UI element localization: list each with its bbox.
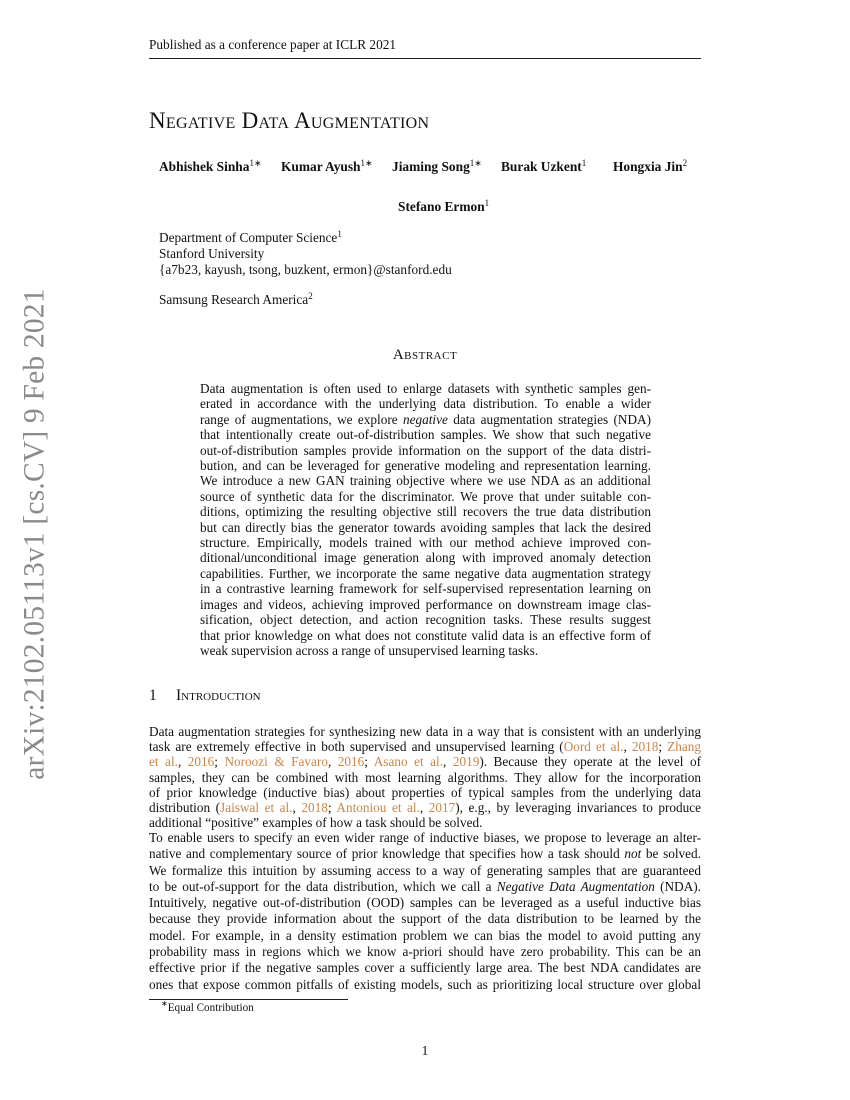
author-name: Jiaming Song: [392, 159, 470, 174]
section-heading: [149, 687, 261, 705]
text-line: [149, 724, 701, 739]
citation-link[interactable]: Antoniou et al.: [336, 800, 420, 816]
text-segment: that prior knowledge on what does not constitute valid data is an effective form of: [200, 627, 651, 643]
samsung-name: Samsung Research America: [159, 292, 309, 307]
section-number: 1: [149, 687, 157, 704]
text-segment: Intuitively, negative out-of-distribution (OOD) samples can be leveraged as a useful inductive bias: [149, 895, 701, 911]
dept-name: Department of Computer Science: [159, 230, 338, 245]
text-segment: data augmentation strategies (NDA): [447, 411, 651, 427]
text-segment: To enable users to specify an even wider range of inductive biases, we propose to leverage an alter-: [149, 830, 701, 845]
text-segment: additional “positive” examples of how a task should be solved.: [149, 815, 483, 831]
text-segment: ,: [623, 739, 632, 755]
text-line: [200, 535, 651, 550]
text-line: [200, 458, 651, 473]
text-line: [200, 396, 651, 411]
text-line: [149, 800, 701, 815]
emphasis-text: negative: [402, 411, 448, 427]
author-name: Burak Uzkent: [501, 159, 582, 174]
text-segment: ), e.g., by leveraging invariances to produce: [455, 800, 702, 816]
text-line: [149, 879, 701, 895]
text-line: [200, 643, 651, 658]
text-segment: effective prior if the negative samples cover a sufficiently large area. The best NDA candidates are: [149, 960, 701, 976]
footnote: [161, 999, 254, 1014]
citation-link[interactable]: Asano et al.: [373, 754, 444, 770]
text-segment: out-of-distribution samples provide information on the support of the data distri-: [200, 442, 651, 458]
text-line: [200, 628, 651, 643]
text-segment: ). Because they operate at the level of: [479, 754, 702, 770]
text-line: [200, 520, 651, 535]
affiliation-stanford: [159, 230, 452, 278]
text-segment: ,: [177, 754, 188, 770]
text-segment: We formalize this intuition by assuming access to a way of generating samples that are guaranteed: [149, 862, 701, 878]
citation-link[interactable]: 2016: [337, 754, 365, 770]
citation-link[interactable]: 2018: [631, 739, 659, 755]
text-line: [149, 863, 701, 879]
text-segment: ;: [364, 754, 374, 770]
text-segment: of prior knowledge (inductive bias) about properties of typical samples from the underlying data: [149, 784, 701, 800]
text-line: [200, 581, 651, 596]
samsung-sup: 2: [308, 291, 313, 301]
citation-link[interactable]: Jaiswal et al.: [220, 800, 293, 816]
text-line: [149, 785, 701, 800]
text-segment: ditional/unconditional image generation along with improved anomaly detection: [200, 550, 651, 566]
author-name: Hongxia Jin: [613, 159, 683, 174]
affiliation-univ: Stanford University: [159, 246, 265, 261]
author: [613, 159, 687, 175]
text-line: [200, 412, 651, 427]
author: [501, 159, 586, 175]
emphasis-text: Negative Data Augmentation: [496, 878, 655, 894]
intro-paragraph-2: [149, 830, 701, 993]
text-line: [149, 754, 701, 769]
text-line: [149, 911, 701, 927]
section-title: Introduction: [176, 687, 261, 704]
text-line: [149, 928, 701, 944]
text-line: [200, 443, 651, 458]
citation-link[interactable]: 2017: [428, 800, 456, 816]
citation-link[interactable]: Zhang: [667, 739, 702, 755]
author-name: Kumar Ayush: [281, 159, 361, 174]
text-segment: in a contrastive learning framework for self-supervised representation learning on: [200, 581, 651, 597]
citation-link[interactable]: 2016: [187, 754, 215, 770]
text-line: [200, 427, 651, 442]
text-segment: be solved.: [641, 846, 701, 862]
text-line: [149, 739, 701, 754]
text-line: [200, 612, 651, 627]
text-segment: ;: [327, 800, 337, 816]
intro-paragraph-1: [149, 724, 701, 830]
abstract-heading: Abstract: [392, 347, 458, 363]
citation-link[interactable]: Oord et al.: [563, 739, 624, 755]
text-segment: ,: [327, 754, 338, 770]
text-line: [200, 550, 651, 565]
author-sup: 1: [581, 158, 587, 168]
header-rule: [149, 58, 701, 59]
author-sup: 1∗: [469, 158, 482, 168]
author: [398, 199, 489, 215]
text-line: [149, 895, 701, 911]
text-segment: weak supervision across a range of unsupervised learning tasks.: [200, 642, 539, 658]
footnote-rule: [149, 999, 348, 1000]
text-segment: model. For example, in a density estimation problem we can bias the model to avoid putting any: [149, 927, 701, 943]
text-segment: erated in accordance with the underlying data distribution. To enable a wider: [200, 396, 651, 412]
text-segment: sification, object detection, and action recognition tasks. These results suggest: [200, 612, 651, 628]
text-segment: images and videos, achieving improved performance on downstream image clas-: [200, 596, 651, 612]
affiliation-dept: [159, 230, 452, 246]
author: [281, 159, 373, 175]
text-segment: We introduce a new GAN training objective where we use NDA as an additional: [200, 473, 651, 489]
text-segment: ones that expose common pitfalls of existing models, such as prioritizing local structure over global: [149, 976, 701, 992]
text-line: [149, 960, 701, 976]
text-line: [200, 473, 651, 488]
text-segment: Data augmentation strategies for synthesizing new data in a way that is consistent with an underlying: [149, 724, 701, 739]
text-line: [149, 770, 701, 785]
text-segment: capabilities. Further, we incorporate the same negative data augmentation strategy: [200, 565, 651, 581]
footnote-text: Equal Contribution: [167, 1002, 254, 1014]
citation-link[interactable]: et al.: [149, 754, 178, 770]
citation-link[interactable]: 2018: [301, 800, 328, 816]
text-segment: ditions, optimizing the resulting objective still recovers the true data distribution: [200, 504, 651, 520]
author: [392, 159, 482, 175]
text-segment: because they provide information about the support of the data distribution to be learned by the: [149, 911, 701, 927]
footnote-mark: ∗: [161, 999, 168, 1008]
author: [159, 159, 262, 175]
text-segment: task are extremely effective in both supervised and unsupervised learning (: [149, 739, 564, 755]
citation-link[interactable]: 2019: [452, 754, 480, 770]
running-header: Published as a conference paper at ICLR 2021: [149, 37, 397, 52]
author-name: Abhishek Sinha: [159, 159, 250, 174]
text-line: [149, 846, 701, 862]
text-line: [200, 489, 651, 504]
page-number: 1: [421, 1043, 429, 1058]
citation-link[interactable]: Noroozi & Favaro: [224, 754, 328, 770]
author-sup: 1∗: [360, 158, 373, 168]
text-line: [149, 830, 701, 846]
text-segment: range of augmentations, we explore: [200, 411, 403, 427]
text-segment: that intentionally create out-of-distribution samples. We show that such negative: [200, 427, 651, 443]
author-sup: 2: [682, 158, 688, 168]
text-segment: native and complementary source of prior knowledge that specifies how a task should: [149, 846, 625, 862]
text-segment: bution, and can be leveraged for generative modeling and representation learning.: [200, 458, 651, 474]
emphasis-text: not: [624, 846, 642, 862]
author-sup: 1: [484, 198, 490, 208]
text-segment: Data augmentation is often used to enlarge datasets with synthetic samples gen-: [200, 381, 651, 396]
text-segment: ,: [419, 800, 429, 816]
text-segment: structure. Empirically, models trained with our method achieve improved con-: [200, 535, 651, 551]
abstract-body: [200, 381, 651, 658]
text-segment: distribution (: [149, 800, 221, 816]
text-segment: ,: [443, 754, 453, 770]
text-segment: probability mass in regions which we know a-priori should have zero probability. This can be an: [149, 944, 701, 960]
paper-title: Negative Data Augmentation: [149, 108, 430, 133]
text-segment: ;: [214, 754, 225, 770]
author-sup: 1∗: [249, 158, 262, 168]
text-segment: but can directly bias the generator towards avoiding samples that lack the desired: [200, 519, 651, 535]
text-line: [149, 815, 701, 830]
text-line: [200, 381, 651, 396]
affiliation-samsung: [159, 292, 313, 308]
text-segment: source of synthetic data for the discriminator. We prove that under suitable con-: [200, 488, 651, 504]
text-segment: ;: [658, 739, 668, 755]
text-segment: samples, they can be combined with most learning algorithms. They allow for the incorporation: [149, 769, 701, 785]
text-segment: to be out-of-support for the data distribution, which we call a: [149, 878, 497, 894]
text-line: [200, 597, 651, 612]
affiliation-emails: {a7b23, kayush, tsong, buzkent, ermon}@stanford.edu: [159, 262, 452, 277]
arxiv-stamp: arXiv:2102.05113v1 [cs.CV] 9 Feb 2021: [18, 288, 51, 780]
author-name: Stefano Ermon: [398, 199, 485, 214]
text-segment: ,: [292, 800, 302, 816]
text-line: [200, 566, 651, 581]
text-line: [149, 977, 701, 993]
dept-sup: 1: [337, 229, 342, 239]
text-line: [149, 944, 701, 960]
text-segment: (NDA).: [654, 878, 701, 894]
text-line: [200, 504, 651, 519]
